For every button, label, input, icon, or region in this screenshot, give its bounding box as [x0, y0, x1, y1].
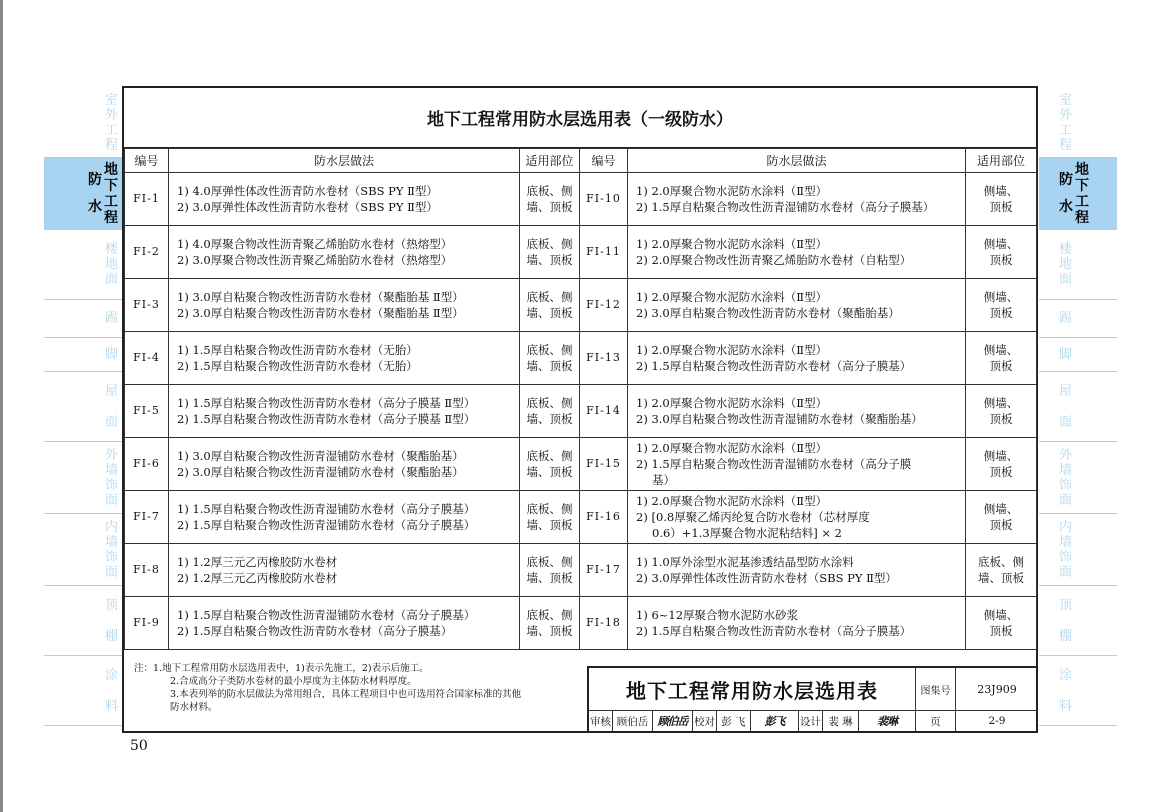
side-tab-char: 面: [104, 564, 118, 580]
row-code: FI-8: [125, 544, 169, 597]
reviewer-signature: 顾伯岳: [653, 711, 693, 731]
row-method: [628, 385, 966, 438]
row-code: FI-13: [580, 332, 628, 385]
row-location: [966, 279, 1037, 332]
side-tab-char: 面: [1059, 564, 1073, 580]
method-line: 1) 2.0厚聚合物水泥防水涂料（Ⅱ型）: [636, 343, 828, 357]
side-tab-char: 脚: [1059, 347, 1073, 362]
atlas-number: 23J909: [956, 668, 1038, 711]
atlas-label: 图集号: [916, 668, 956, 711]
row-method: [628, 173, 966, 226]
row-location: [520, 279, 580, 332]
method-line: 1) 2.0厚聚合物水泥防水涂料（Ⅱ型）: [636, 290, 828, 304]
row-code: FI-7: [125, 491, 169, 544]
row-code: FI-3: [125, 279, 169, 332]
method-line: 1) 1.5厚自粘聚合物改性沥青湿铺防水卷材（高分子膜基）: [177, 608, 476, 622]
side-tab-char: 饰: [1059, 549, 1073, 565]
table-row: [125, 385, 1037, 438]
side-tab-char: 地: [104, 161, 118, 178]
location-line: 墙、顶板: [526, 200, 573, 214]
row-code: FI-18: [580, 597, 628, 650]
side-tab-char: 外: [1059, 107, 1073, 123]
row-code: FI-17: [580, 544, 628, 597]
location-line: 侧墙、: [983, 449, 1019, 463]
table-row: [125, 597, 1037, 650]
location-line: 顶板: [989, 624, 1013, 638]
method-line: 2) 3.0厚自粘聚合物改性沥青防水卷材（聚酯胎基 Ⅱ型）: [177, 306, 464, 320]
drawing-frame: [122, 86, 1038, 733]
location-line: 侧墙、: [983, 343, 1019, 357]
side-tab-char: 墙: [104, 462, 118, 478]
side-tab-char: 面: [104, 492, 118, 508]
location-line: 侧墙、: [983, 290, 1019, 304]
row-method: [169, 173, 520, 226]
side-tab[interactable]: [1039, 656, 1117, 726]
page-code: 2-9: [988, 715, 1006, 727]
location-line: 墙、顶板: [526, 306, 573, 320]
side-tab-char: 防: [1059, 171, 1073, 188]
note-line: 防水材料。: [170, 702, 218, 713]
method-line: 2) 1.5厚自粘聚合物改性沥青防水卷材（高分子膜基）: [636, 624, 912, 638]
location-line: 侧墙、: [983, 237, 1019, 251]
side-tab-char: 水: [88, 198, 102, 215]
side-tab-char: 顶: [104, 597, 118, 613]
header-method: 防水层做法: [169, 149, 520, 173]
side-tab-char: 踢: [1059, 311, 1073, 326]
location-line: 侧墙、: [983, 502, 1019, 516]
row-code: FI-2: [125, 226, 169, 279]
side-tab-char: 墙: [1059, 534, 1073, 550]
side-tab-char: 楼: [1059, 242, 1073, 257]
side-tab[interactable]: [44, 338, 122, 372]
side-tab-char: 墙: [1059, 462, 1073, 478]
reviewer-name: 顾伯岳: [613, 711, 653, 731]
side-tab[interactable]: [1039, 338, 1117, 372]
method-line: 2) 3.0厚聚合物改性沥青聚乙烯胎防水卷材（热熔型）: [177, 253, 453, 267]
location-line: 顶板: [989, 518, 1013, 532]
row-code: FI-5: [125, 385, 169, 438]
side-tab-char: 室: [1059, 92, 1073, 108]
method-line: 2) 1.5厚自粘聚合物改性沥青防水卷材（高分子膜基 Ⅱ型）: [177, 412, 476, 426]
method-line: 2) 2.0厚聚合物改性沥青聚乙烯胎防水卷材（自粘型）: [636, 253, 912, 267]
side-tab-char: 饰: [104, 549, 118, 565]
side-tab-char: 外: [104, 107, 118, 123]
row-location: [520, 544, 580, 597]
check-label: 校对: [693, 711, 717, 731]
location-line: 墙、顶板: [526, 465, 573, 479]
side-tab[interactable]: [44, 88, 122, 158]
row-location: [520, 491, 580, 544]
title-block: [587, 666, 1036, 731]
method-line: 1) 2.0厚聚合物水泥防水涂料（Ⅱ型）: [636, 237, 828, 251]
drawing-name: 地下工程常用防水层选用表: [589, 668, 916, 711]
side-tab-char: 工: [104, 193, 118, 210]
row-method: [628, 597, 966, 650]
side-tab-char: 水: [1059, 198, 1073, 215]
method-line: 1) 4.0厚弹性体改性沥青防水卷材（SBS PY Ⅱ型）: [177, 184, 438, 198]
header-code: 编号: [125, 149, 169, 173]
row-location: [966, 491, 1037, 544]
row-code: FI-1: [125, 173, 169, 226]
table-row: [125, 173, 1037, 226]
location-line: 底板、侧: [526, 555, 573, 569]
row-location: [520, 173, 580, 226]
side-tab[interactable]: [44, 656, 122, 726]
location-line: 顶板: [989, 200, 1013, 214]
checker-signature: 彭飞: [751, 711, 799, 731]
side-tab-char: 工: [1075, 193, 1089, 210]
side-tab-char: 外: [1059, 447, 1073, 463]
table-row: [125, 332, 1037, 385]
side-tab-char: 楼: [104, 242, 118, 257]
method-line: 2) 3.0厚自粘聚合物改性沥青湿铺防水卷材（聚酯胎基）: [636, 412, 923, 426]
side-tab-char: 饰: [104, 477, 118, 493]
table-row: [125, 438, 1037, 491]
side-nav-right: [1039, 88, 1117, 726]
location-line: 墙、顶板: [526, 359, 573, 373]
row-location: [520, 385, 580, 438]
side-tab-char: 工: [104, 122, 118, 138]
side-tab-char: 面: [1059, 272, 1073, 287]
side-tab-char: 料: [1059, 698, 1073, 714]
designer-signature: 裴琳: [859, 711, 916, 731]
side-nav-left: [44, 88, 122, 726]
side-tab-active[interactable]: [1039, 158, 1117, 230]
method-line: 2) [0.8厚聚乙烯丙纶复合防水卷材（芯材厚度: [636, 510, 870, 524]
side-tab[interactable]: [44, 230, 122, 300]
note-line: 2.合成高分子类防水卷材的最小厚度为主体防水材料厚度。: [170, 676, 417, 687]
row-method: [628, 279, 966, 332]
side-tab-char: 程: [1075, 209, 1089, 226]
method-line: 2) 3.0厚弹性体改性沥青防水卷材（SBS PY Ⅱ型）: [177, 200, 438, 214]
method-line: 1) 1.5厚自粘聚合物改性沥青湿铺防水卷材（高分子膜基）: [177, 502, 476, 516]
side-tab-char: 棚: [1059, 628, 1073, 644]
header-method: 防水层做法: [628, 149, 966, 173]
method-line: 1) 1.5厚自粘聚合物改性沥青防水卷材（无胎）: [177, 343, 418, 357]
side-tab-char: 料: [104, 698, 118, 714]
row-method: [628, 544, 966, 597]
row-method: [169, 385, 520, 438]
method-line: 1) 1.2厚三元乙丙橡胶防水卷材: [177, 555, 338, 569]
review-label: 审核: [589, 711, 613, 731]
side-tab-char: 防: [88, 171, 102, 188]
row-method: [169, 544, 520, 597]
method-line: 1) 2.0厚聚合物水泥防水涂料（Ⅱ型）: [636, 184, 828, 198]
designer-name: 裴 琳: [823, 711, 859, 731]
side-tab-char: 涂: [1059, 667, 1073, 683]
location-line: 墙、顶板: [526, 518, 573, 532]
row-location: [520, 226, 580, 279]
method-line: 1) 3.0厚自粘聚合物改性沥青防水卷材（聚酯胎基 Ⅱ型）: [177, 290, 464, 304]
method-line: 1) 3.0厚自粘聚合物改性沥青湿铺防水卷材（聚酯胎基）: [177, 449, 464, 463]
location-line: 墙、顶板: [978, 571, 1024, 585]
method-line: 1) 4.0厚聚合物改性沥青聚乙烯胎防水卷材（热熔型）: [177, 237, 453, 251]
location-line: 底板、侧: [526, 184, 573, 198]
method-line: 2) 1.5厚自粘聚合物改性沥青湿铺防水卷材（高分子膜: [636, 457, 912, 471]
side-tab-char: 室: [104, 92, 118, 108]
page-label: 页: [916, 711, 956, 731]
method-line: 1) 1.5厚自粘聚合物改性沥青防水卷材（高分子膜基 Ⅱ型）: [177, 396, 476, 410]
method-line: 1) 1.0厚外涂型水泥基渗透结晶型防水涂料: [636, 555, 854, 569]
table-title: 地下工程常用防水层选用表（一级防水）: [124, 88, 1036, 148]
side-tab-char: 面: [1059, 414, 1073, 430]
row-code: FI-4: [125, 332, 169, 385]
row-location: [520, 332, 580, 385]
side-tab[interactable]: [1039, 230, 1117, 300]
location-line: 侧墙、: [983, 396, 1019, 410]
side-tab-char: 程: [1059, 137, 1073, 153]
row-location: [966, 385, 1037, 438]
method-line: 基）: [652, 473, 675, 487]
row-method: [628, 332, 966, 385]
row-location: [966, 597, 1037, 650]
location-line: 侧墙、: [983, 184, 1019, 198]
signature-row: [589, 711, 1038, 731]
side-tab-char: 程: [104, 209, 118, 226]
side-tab[interactable]: [1039, 586, 1117, 656]
row-method: [628, 491, 966, 544]
method-line: 2) 1.5厚自粘聚合物改性沥青防水卷材（高分子膜基）: [177, 624, 453, 638]
table-row: [125, 226, 1037, 279]
location-line: 底板、侧: [526, 396, 573, 410]
side-tab-char: 工: [1059, 122, 1073, 138]
table-row: [125, 544, 1037, 597]
location-line: 墙、顶板: [526, 253, 573, 267]
side-tab-char: 屋: [104, 383, 118, 399]
checker-name: 彭 飞: [717, 711, 751, 731]
row-code: FI-15: [580, 438, 628, 491]
side-tab-char: 屋: [1059, 383, 1073, 399]
row-method: [169, 332, 520, 385]
method-line: 2) 1.5厚自粘聚合物改性沥青防水卷材（无胎）: [177, 359, 418, 373]
side-tab-char: 地: [1075, 161, 1089, 178]
method-line: 2) 3.0厚自粘聚合物改性沥青防水卷材（聚酯胎基）: [636, 306, 900, 320]
location-line: 底板、侧: [526, 237, 573, 251]
side-tab-char: 顶: [1059, 597, 1073, 613]
location-line: 顶板: [989, 253, 1013, 267]
method-line: 2) 1.5厚自粘聚合物改性沥青湿铺防水卷材（高分子膜基）: [177, 518, 476, 532]
location-line: 底板、侧: [526, 290, 573, 304]
header-location: 适用部位: [520, 149, 580, 173]
row-method: [628, 438, 966, 491]
method-line: 1) 2.0厚聚合物水泥防水涂料（Ⅱ型）: [636, 441, 828, 455]
method-line: 2) 1.5厚自粘聚合物改性沥青湿铺防水卷材（高分子膜基）: [636, 200, 935, 214]
side-tab[interactable]: [1039, 372, 1117, 442]
side-tab-char: 程: [104, 137, 118, 153]
row-code: FI-16: [580, 491, 628, 544]
page-number: 50: [130, 738, 148, 754]
method-line: 2) 1.2厚三元乙丙橡胶防水卷材: [177, 571, 338, 585]
side-tab[interactable]: [1039, 514, 1117, 586]
row-method: [628, 226, 966, 279]
row-location: [966, 226, 1037, 279]
side-tab[interactable]: [44, 514, 122, 586]
side-tab-char: 棚: [104, 628, 118, 644]
side-tab[interactable]: [1039, 88, 1117, 158]
location-line: 墙、顶板: [526, 412, 573, 426]
side-tab-char: 面: [104, 272, 118, 287]
method-line: 2) 3.0厚自粘聚合物改性沥青湿铺防水卷材（聚酯胎基）: [177, 465, 464, 479]
note-line: 注：1.地下工程常用防水层选用表中，1)表示先施工，2)表示后施工。: [134, 663, 429, 674]
location-line: 底板、侧: [978, 555, 1024, 569]
side-tab-char: 内: [1059, 519, 1073, 535]
method-line: 1) 2.0厚聚合物水泥防水涂料（Ⅱ型）: [636, 396, 828, 410]
location-line: 顶板: [989, 359, 1013, 373]
side-tab-active[interactable]: [44, 158, 122, 230]
row-location: [520, 438, 580, 491]
row-code: FI-14: [580, 385, 628, 438]
row-method: [169, 279, 520, 332]
side-tab-char: 面: [104, 414, 118, 430]
design-label: 设计: [799, 711, 823, 731]
side-tab[interactable]: [1039, 442, 1117, 514]
side-tab-char: 墙: [104, 534, 118, 550]
row-method: [169, 438, 520, 491]
side-tab-char: 脚: [104, 347, 118, 362]
method-line: 2) 3.0厚弹性体改性沥青防水卷材（SBS PY Ⅱ型）: [636, 571, 897, 585]
side-tab-char: 地: [104, 257, 118, 272]
table-row: [125, 279, 1037, 332]
method-line: 1) 6~12厚聚合物水泥防水砂浆: [636, 608, 799, 622]
row-location: [966, 544, 1037, 597]
waterproof-table: [124, 148, 1037, 650]
location-line: 底板、侧: [526, 608, 573, 622]
side-tab-char: 踢: [104, 311, 118, 326]
note-line: 3.本表列举的防水层做法为常用组合，具体工程项目中也可选用符合国家标准的其他: [170, 689, 522, 700]
row-method: [169, 597, 520, 650]
location-line: 墙、顶板: [526, 624, 573, 638]
row-code: FI-11: [580, 226, 628, 279]
row-location: [966, 332, 1037, 385]
row-location: [966, 438, 1037, 491]
header-location: 适用部位: [966, 149, 1037, 173]
row-method: [169, 491, 520, 544]
side-tab-char: 地: [1059, 257, 1073, 272]
location-line: 顶板: [989, 465, 1013, 479]
header-code: 编号: [580, 149, 628, 173]
row-code: FI-6: [125, 438, 169, 491]
side-tab[interactable]: [44, 372, 122, 442]
row-location: [520, 597, 580, 650]
row-code: FI-12: [580, 279, 628, 332]
location-line: 底板、侧: [526, 502, 573, 516]
location-line: 顶板: [989, 306, 1013, 320]
method-line: 2) 1.5厚自粘聚合物改性沥青防水卷材（高分子膜基）: [636, 359, 912, 373]
method-line: 0.6）+1.3厚聚合物水泥粘结料] × 2: [652, 526, 842, 540]
row-code: FI-9: [125, 597, 169, 650]
side-tab[interactable]: [44, 300, 122, 338]
side-tab[interactable]: [44, 586, 122, 656]
row-code: FI-10: [580, 173, 628, 226]
page-edge: [0, 0, 3, 812]
location-line: 顶板: [989, 412, 1013, 426]
location-line: 墙、顶板: [526, 571, 573, 585]
side-tab-char: 内: [104, 519, 118, 535]
side-tab-char: 下: [1075, 177, 1089, 194]
side-tab-char: 面: [1059, 492, 1073, 508]
method-line: 1) 2.0厚聚合物水泥防水涂料（Ⅱ型）: [636, 494, 828, 508]
table-row: [125, 491, 1037, 544]
row-method: [169, 226, 520, 279]
notes: [134, 662, 589, 714]
side-tab-char: 下: [104, 177, 118, 194]
location-line: 底板、侧: [526, 343, 573, 357]
side-tab[interactable]: [44, 442, 122, 514]
table-header-row: [125, 149, 1037, 173]
side-tab-char: 外: [104, 447, 118, 463]
row-location: [966, 173, 1037, 226]
location-line: 底板、侧: [526, 449, 573, 463]
side-tab-char: 涂: [104, 667, 118, 683]
side-tab-char: 饰: [1059, 477, 1073, 493]
side-tab[interactable]: [1039, 300, 1117, 338]
location-line: 侧墙、: [983, 608, 1019, 622]
